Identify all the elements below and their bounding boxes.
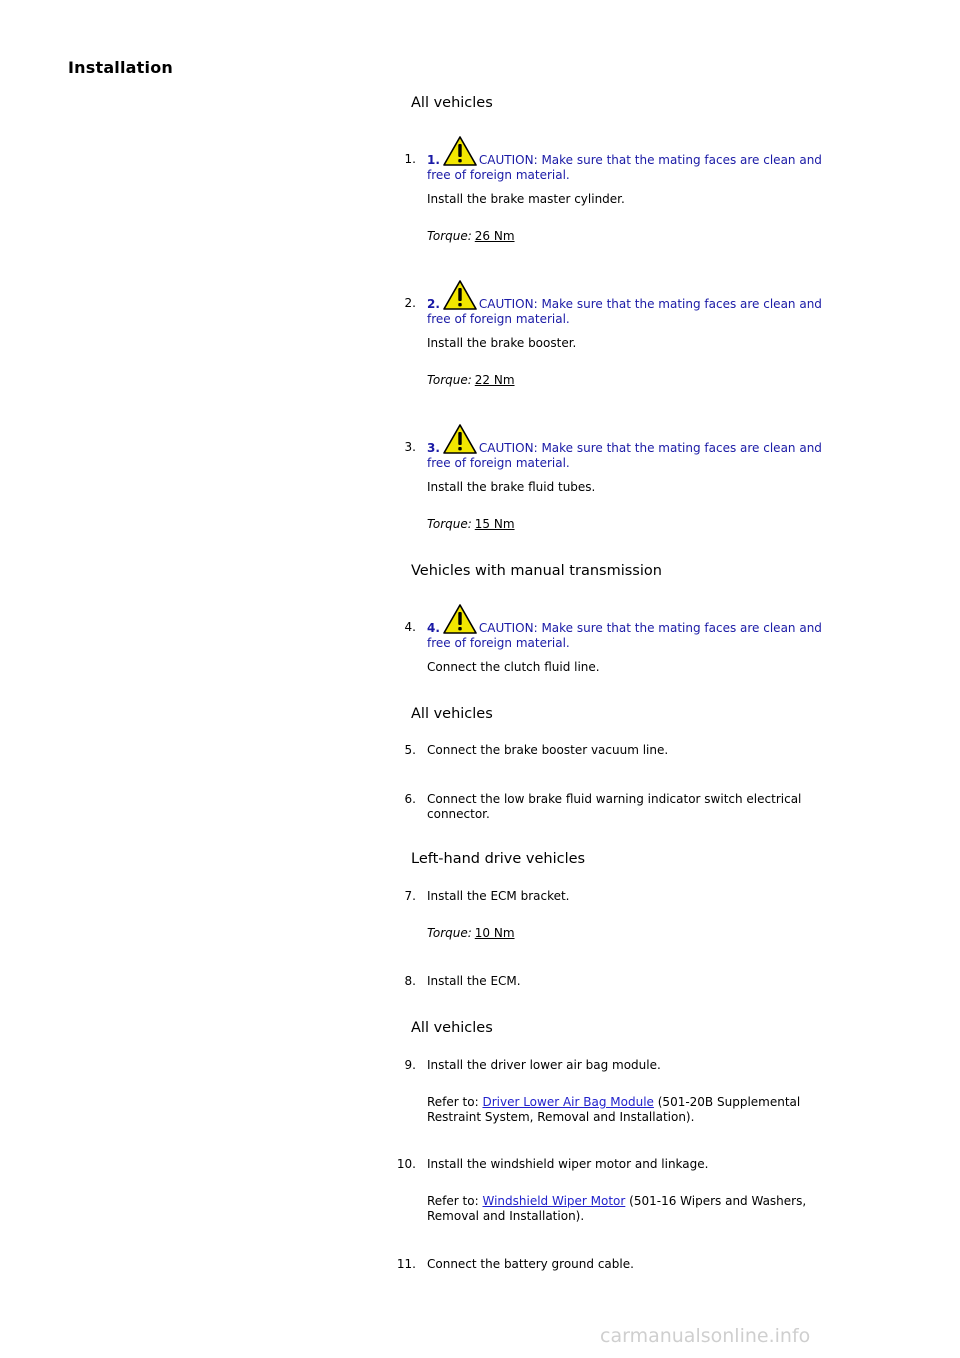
section-heading-all-vehicles: All vehicles [411, 95, 493, 111]
step-9-text: Install the driver lower air bag module. [427, 1058, 661, 1072]
watermark: carmanualsonline.info [600, 1325, 811, 1347]
step-number: 8. [404, 974, 416, 988]
caution-step-1 [427, 136, 867, 183]
refer-label: Refer to: [427, 1095, 479, 1109]
torque-label: Torque: [427, 229, 472, 243]
torque-label: Torque: [427, 517, 472, 531]
torque-spec [427, 926, 867, 941]
caution-step-4 [427, 604, 867, 651]
section-heading-all-vehicles: All vehicles [411, 706, 493, 722]
warning-triangle-icon [443, 604, 477, 634]
step-4-text: Connect the clutch fluid line. [427, 660, 600, 674]
step-bold-number: 2. [427, 297, 440, 311]
torque-value: 10 Nm [474, 926, 515, 940]
step-2-text: Install the brake booster. [427, 336, 577, 350]
caution-step-3 [427, 424, 867, 471]
caution-text: CAUTION: Make sure that the mating faces are clean and [478, 297, 822, 311]
torque-value: 22 Nm [474, 373, 515, 387]
torque-value: 15 Nm [474, 517, 515, 531]
caution-step-2 [427, 280, 867, 327]
step-6-text-line: connector. [427, 807, 490, 821]
step-1-text: Install the brake master cylinder. [427, 192, 625, 206]
section-heading-left-hand-drive: Left-hand drive vehicles [411, 851, 586, 867]
step-6-text [427, 792, 867, 822]
warning-triangle-icon [443, 136, 477, 166]
step-number: 10. [396, 1157, 416, 1171]
torque-spec [427, 517, 867, 532]
torque-value: 26 Nm [474, 229, 515, 243]
page-title: Installation [68, 58, 173, 77]
torque-label: Torque: [427, 373, 472, 387]
warning-triangle-icon [443, 280, 477, 310]
step-bold-number: 4. [427, 621, 440, 635]
step-number: 3. [404, 440, 416, 454]
step-number: 9. [404, 1058, 416, 1072]
caution-text-cont: free of foreign material. [427, 168, 570, 182]
step-bold-number: 3. [427, 441, 440, 455]
step-bold-number: 1. [427, 153, 440, 167]
step-6-text-line: Connect the low brake fluid warning indicator switch electrical [427, 792, 802, 806]
refer-label: Refer to: [427, 1194, 479, 1208]
reference-step-9 [427, 1095, 867, 1125]
step-8-text: Install the ECM. [427, 974, 521, 988]
reference-text: (501-16 Wipers and Washers, [629, 1194, 807, 1208]
step-number: 2. [404, 296, 416, 310]
torque-spec [427, 373, 867, 388]
step-number: 7. [404, 889, 416, 903]
step-number: 4. [404, 620, 416, 634]
step-5-text: Connect the brake booster vacuum line. [427, 743, 669, 757]
step-10-text: Install the windshield wiper motor and linkage. [427, 1157, 709, 1171]
reference-text: (501-20B Supplemental [657, 1095, 801, 1109]
caution-text: CAUTION: Make sure that the mating faces are clean and [478, 153, 822, 167]
caution-text-cont: free of foreign material. [427, 312, 570, 326]
caution-text-cont: free of foreign material. [427, 456, 570, 470]
step-3-text: Install the brake fluid tubes. [427, 480, 596, 494]
step-number: 6. [404, 792, 416, 806]
step-number: 1. [404, 152, 416, 166]
warning-triangle-icon [443, 424, 477, 454]
link-windshield-wiper-motor[interactable]: Windshield Wiper Motor [482, 1194, 626, 1208]
caution-text: CAUTION: Make sure that the mating faces are clean and [478, 621, 822, 635]
step-11-text: Connect the battery ground cable. [427, 1257, 634, 1271]
step-number: 5. [404, 743, 416, 757]
reference-text-cont: Restraint System, Removal and Installation). [427, 1110, 695, 1124]
caution-text-cont: free of foreign material. [427, 636, 570, 650]
torque-spec [427, 229, 867, 244]
step-7-text: Install the ECM bracket. [427, 889, 570, 903]
link-driver-lower-air-bag-module[interactable]: Driver Lower Air Bag Module [482, 1095, 654, 1109]
section-heading-manual-transmission: Vehicles with manual transmission [411, 563, 662, 579]
section-heading-all-vehicles: All vehicles [411, 1020, 493, 1036]
reference-step-10 [427, 1194, 867, 1224]
caution-text: CAUTION: Make sure that the mating faces are clean and [478, 441, 822, 455]
reference-text-cont: Removal and Installation). [427, 1209, 585, 1223]
step-number: 11. [396, 1257, 416, 1271]
torque-label: Torque: [427, 926, 472, 940]
